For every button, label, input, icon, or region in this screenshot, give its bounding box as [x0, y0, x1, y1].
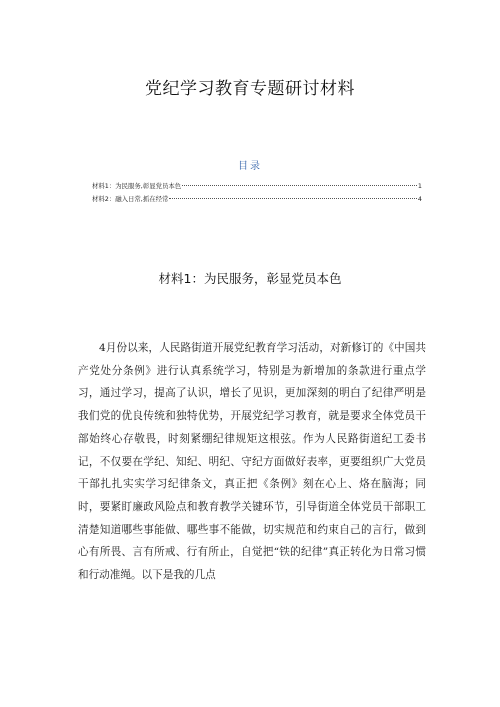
document-title: 党纪学习教育专题研讨材料: [145, 79, 355, 99]
toc-entry-label: 材料1：为民服务,彰显党员本色: [92, 182, 182, 190]
toc-entry[interactable]: [92, 193, 422, 206]
table-of-contents: [92, 180, 422, 206]
toc-dot-leader: [182, 185, 417, 186]
body-paragraph: 4月份以来，人民路街道开展党纪教育学习活动，对新修订的《中国共产党处分条例》进行认真系统学习，特别是为新增加的条款进行重点学习，通过学习，提高了认识，增长了见识，更加深刻的明白了纪律严明是我们党的优良传统和独特优势，开展党纪学习教育，就是要求全体党员干部始终心存敬畏，时刻紧绷纪律规矩这根弦。作为人民路街道纪工委书记，不仅要在学纪、知纪、明纪、守纪方面做好表率，更要组织广大党员干部扎扎实实学习纪律条文，真正把《条例》刻在心上、烙在脑海；同时，要紧盯廉政风险点和教育教学关键环节，引导街道全体党员干部职工清楚知道哪些事能做、哪些事不能做，切实规范和约束自己的言行，做到心有所畏、言有所戒、行有所止，自觉把“铁的纪律”真正转化为日常习惯和行动准绳。以下是我的几点: [78, 342, 426, 582]
toc-heading: 目录: [238, 161, 262, 172]
toc-entry-page: 4: [417, 195, 422, 203]
toc-entry-label: 材料2：融入日常,抓在经常: [92, 195, 169, 203]
section-title: 材料1：为民服务，彰显党员本色: [158, 271, 342, 286]
toc-entry[interactable]: [92, 180, 422, 193]
toc-dot-leader: [169, 198, 417, 199]
toc-entry-page: 1: [417, 182, 422, 190]
